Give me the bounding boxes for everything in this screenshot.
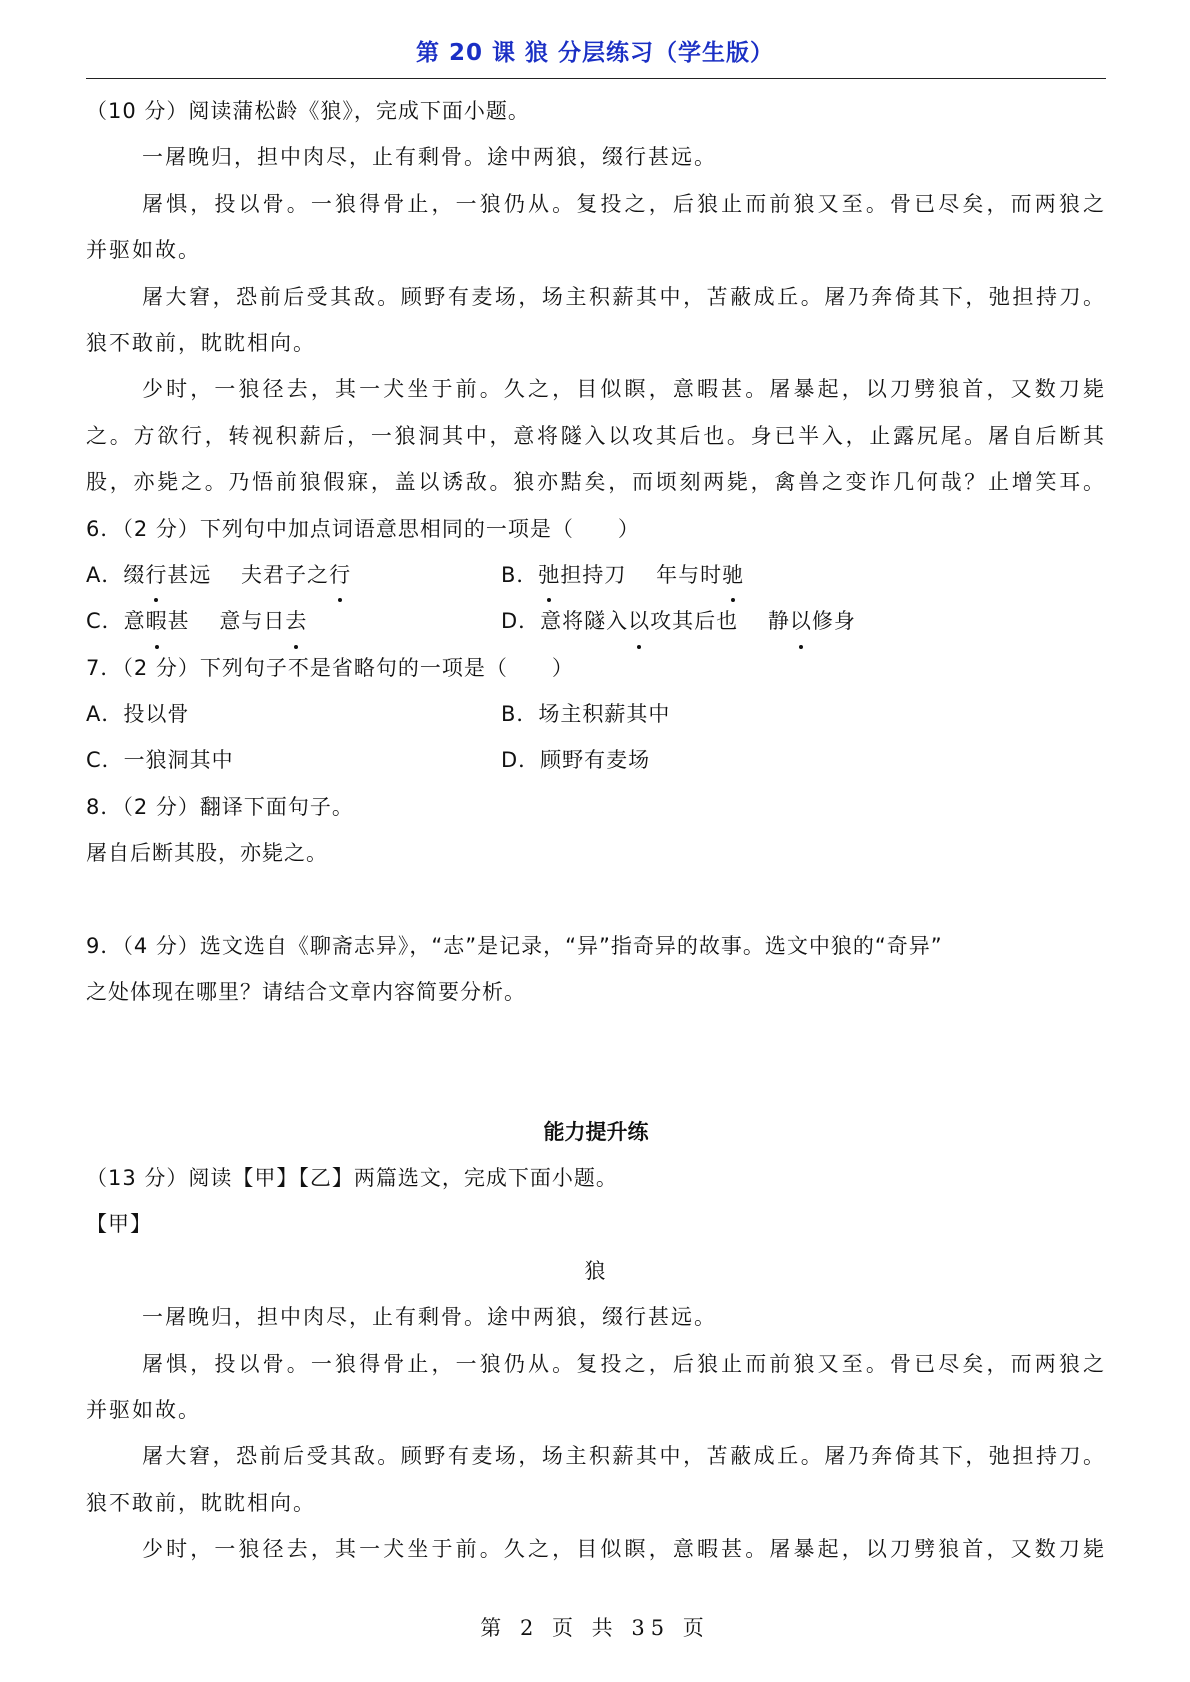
section-title: 能力提升练 [543,1119,649,1144]
passage2-line: 少时，一狼径去，其一犬坐于前。久之，目似瞑，意暇甚。屠暴起，以刀劈狼首，又数刀毙 [142,1537,1106,1562]
question-6-option-a: A．缀行甚远 夫君子之行 [86,552,501,598]
passage2-line: 屠惧，投以骨。一狼得骨止，一狼仍从。复投之，后狼止而前狼又至。骨已尽矣，而两狼之 [142,1351,1106,1376]
page-header-title: 第 20 课 狼 分层练习（学生版） [415,40,775,66]
emphasis-dot-word: 行 [329,552,351,598]
page-footer: 第 2 页 共 35 页 [480,1616,710,1640]
passage1-line: 狼不敢前，眈眈相向。 [86,330,316,355]
passage1-line: 屠大窘，恐前后受其敌。顾野有麦场，场主积薪其中，苫蔽成丘。屠乃奔倚其下，弛担持刀。 [142,284,1106,309]
question-6-option-c: C．意暇甚 意与日去 [86,598,501,644]
section1-intro: （10 分）阅读蒲松龄《狼》，完成下面小题。 [86,99,530,123]
passage-title: 狼 [584,1258,608,1283]
passage2-line: 一屠晚归，担中肉尽，止有剩骨。途中两狼，缀行甚远。 [142,1305,717,1330]
passage1-line: 股，亦毙之。乃悟前狼假寐，盖以诱敌。狼亦黠矣，而顷刻两毙，禽兽之变诈几何哉？止增笑耳。 [86,470,1106,495]
passage2-line: 狼不敢前，眈眈相向。 [86,1490,316,1515]
header-divider [86,78,1106,79]
answer-space [86,1016,1106,1109]
emphasis-dot-word: 弛 [538,552,560,598]
question-7-option-c: C．一狼洞其中 [86,748,234,773]
question-8-sentence: 屠自后断其股，亦毙之。 [86,841,328,866]
question-7-options-row [86,691,1106,737]
passage2-line: 屠大窘，恐前后受其敌。顾野有麦场，场主积薪其中，苫蔽成丘。屠乃奔倚其下，弛担持刀。 [142,1444,1106,1469]
question-7-option-d: D．顾野有麦场 [501,748,651,773]
emphasis-dot-word: 行 [145,552,167,598]
emphasis-dot-word: 以 [628,598,650,644]
question-6-option-d: D．意将隧入以攻其后也 静以修身 [501,598,1106,644]
emphasis-dot-word: 暇 [146,598,168,644]
section2-intro: （13 分）阅读【甲】【乙】两篇选文，完成下面小题。 [86,1166,618,1190]
emphasis-dot-word: 去 [285,598,307,644]
question-6-options-row [86,552,1106,598]
passage1-line: 一屠晚归，担中肉尽，止有剩骨。途中两狼，缀行甚远。 [142,145,717,170]
passage1-line: 之。方欲行，转视积薪后，一狼洞其中，意将隧入以攻其后也。身已半入，止露尻尾。屠自后断其 [86,423,1106,448]
question-6-options-row [86,598,1106,644]
emphasis-dot-word: 驰 [722,552,744,598]
question-8-stem: 8．（2 分）翻译下面句子。 [86,794,354,819]
passage1-line: 屠惧，投以骨。一狼得骨止，一狼仍从。复投之，后狼止而前狼又至。骨已尽矣，而两狼之 [142,191,1106,216]
question-6-option-b: B．弛担持刀 年与时驰 [501,552,1106,598]
question-9-stem: 9．（4 分）选文选自《聊斋志异》，“志”是记录，“异”指奇异的故事。选文中狼的“奇异” [86,934,943,959]
passage1-line: 少时，一狼径去，其一犬坐于前。久之，目似瞑，意暇甚。屠暴起，以刀劈狼首，又数刀毙 [142,377,1106,402]
passage1-line: 并驱如故。 [86,238,201,263]
question-7-stem: 7．（2 分）下列句子不是省略句的一项是（ ） [86,655,574,680]
passage-jia-label: 【甲】 [86,1212,152,1237]
answer-space [86,877,1106,923]
question-7-option-a: A．投以骨 [86,702,190,727]
question-6-stem: 6．（2 分）下列句中加点词语意思相同的一项是（ ） [86,516,640,541]
page-content [86,88,1106,1573]
question-9-stem-cont: 之处体现在哪里？请结合文章内容简要分析。 [86,980,526,1005]
emphasis-dot-word: 以 [790,598,812,644]
passage2-line: 并驱如故。 [86,1397,201,1422]
question-7-options-row [86,737,1106,783]
question-7-option-b: B．场主积薪其中 [501,702,671,727]
